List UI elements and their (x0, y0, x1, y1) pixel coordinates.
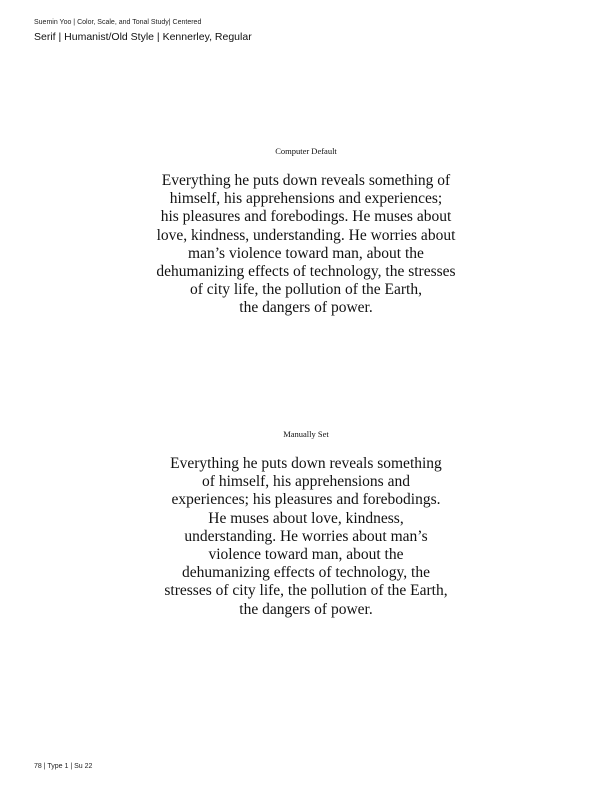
paragraph-line: stresses of city life, the pollution of the Earth, (164, 582, 448, 600)
paragraph-line: violence toward man, about the (208, 546, 404, 564)
manually-set-paragraph (0, 455, 612, 619)
page-footer: 78 | Type 1 | Su 22 (34, 763, 93, 770)
paragraph-line: the dangers of power. (239, 299, 373, 317)
typeface-description: Serif | Humanist/Old Style | Kennerley, Regular (34, 31, 252, 43)
paragraph-line: the dangers of power. (239, 600, 373, 618)
paragraph-line: understanding. He worries about man’s (184, 527, 428, 545)
paragraph-line: love, kindness, understanding. He worries about (156, 226, 456, 244)
manually-set-block (0, 429, 612, 619)
paragraph-line: his pleasures and forebodings. He muses about (160, 208, 452, 226)
paragraph-line: dehumanizing effects of technology, the (182, 564, 430, 582)
computer-default-block (0, 146, 612, 318)
paragraph-line: experiences; his pleasures and forebodings. (171, 491, 441, 509)
page-header (34, 18, 252, 44)
computer-default-label: Computer Default (275, 146, 337, 156)
computer-default-paragraph (0, 172, 612, 318)
paragraph-line: of himself, his apprehensions and (202, 473, 410, 491)
author-course-line: Suemin Yoo | Color, Scale, and Tonal Study| Centered (34, 19, 202, 26)
paragraph-line: dehumanizing effects of technology, the stresses (156, 263, 456, 281)
paragraph-line: himself, his apprehensions and experiences; (169, 190, 443, 208)
manually-set-label: Manually Set (283, 429, 329, 439)
paragraph-line: He muses about love, kindness, (208, 509, 404, 527)
paragraph-line: Everything he puts down reveals something of (161, 172, 451, 189)
paragraph-line: Everything he puts down reveals something (170, 455, 442, 472)
paragraph-line: of city life, the pollution of the Earth, (189, 281, 422, 299)
paragraph-line: man’s violence toward man, about the (188, 244, 424, 262)
